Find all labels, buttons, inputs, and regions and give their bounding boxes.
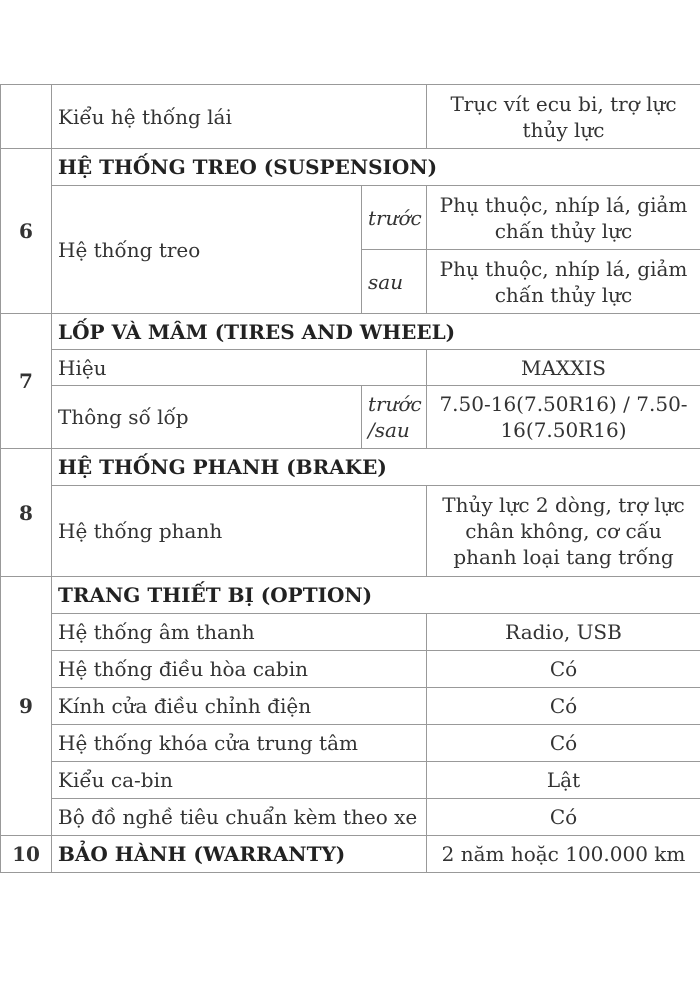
section-number: 7 <box>1 314 52 449</box>
suspension-front-value: Phụ thuộc, nhíp lá, giảm chấn thủy lực <box>427 186 700 250</box>
section-title-brake: HỆ THỐNG PHANH (BRAKE) <box>52 449 700 486</box>
table-row <box>1 386 700 449</box>
tire-spec-sub-label: trước /sau <box>362 386 427 449</box>
table-row <box>1 449 700 486</box>
tire-brand-value: MAXXIS <box>427 350 700 386</box>
steering-type-label: Kiểu hệ thống lái <box>52 85 427 149</box>
section-number: 8 <box>1 449 52 577</box>
table-row <box>1 149 700 186</box>
section-title-warranty: BẢO HÀNH (WARRANTY) <box>52 836 427 873</box>
tire-spec-label: Thông số lốp <box>52 386 362 449</box>
table-row <box>1 725 700 762</box>
table-row <box>1 836 700 873</box>
tire-spec-value: 7.50-16(7.50R16) / 7.50-16(7.50R16) <box>427 386 700 449</box>
suspension-rear-label: sau <box>362 250 427 314</box>
suspension-front-label: trước <box>362 186 427 250</box>
section-number: 10 <box>1 836 52 873</box>
option-value: Có <box>427 725 700 762</box>
option-label: Kiểu ca-bin <box>52 762 427 799</box>
row-number-cell <box>1 85 52 149</box>
brake-value: Thủy lực 2 dòng, trợ lực chân không, cơ cấu phanh loại tang trống <box>427 486 700 577</box>
table-row <box>1 614 700 651</box>
option-label: Bộ đồ nghề tiêu chuẩn kèm theo xe <box>52 799 427 836</box>
table-row <box>1 762 700 799</box>
tire-brand-label: Hiệu <box>52 350 427 386</box>
option-value: Có <box>427 651 700 688</box>
table-row <box>1 688 700 725</box>
table-row <box>1 651 700 688</box>
section-number: 6 <box>1 149 52 314</box>
suspension-label: Hệ thống treo <box>52 186 362 314</box>
warranty-value: 2 năm hoặc 100.000 km <box>427 836 700 873</box>
suspension-rear-value: Phụ thuộc, nhíp lá, giảm chấn thủy lực <box>427 250 700 314</box>
table-row <box>1 799 700 836</box>
table-row <box>1 486 700 577</box>
table-row <box>1 350 700 386</box>
spec-table <box>0 84 700 873</box>
option-value: Radio, USB <box>427 614 700 651</box>
option-value: Có <box>427 688 700 725</box>
section-number: 9 <box>1 577 52 836</box>
table-row <box>1 577 700 614</box>
section-title-options: TRANG THIẾT BỊ (OPTION) <box>52 577 700 614</box>
table-row <box>1 314 700 350</box>
steering-type-value: Trục vít ecu bi, trợ lực thủy lực <box>427 85 700 149</box>
table-row <box>1 186 700 250</box>
option-label: Kính cửa điều chỉnh điện <box>52 688 427 725</box>
table-row <box>1 85 700 149</box>
option-value: Lật <box>427 762 700 799</box>
option-label: Hệ thống âm thanh <box>52 614 427 651</box>
option-label: Hệ thống khóa cửa trung tâm <box>52 725 427 762</box>
option-value: Có <box>427 799 700 836</box>
option-label: Hệ thống điều hòa cabin <box>52 651 427 688</box>
section-title-suspension: HỆ THỐNG TREO (SUSPENSION) <box>52 149 700 186</box>
brake-label: Hệ thống phanh <box>52 486 427 577</box>
section-title-tires: LỐP VÀ MÂM (TIRES AND WHEEL) <box>52 314 700 350</box>
